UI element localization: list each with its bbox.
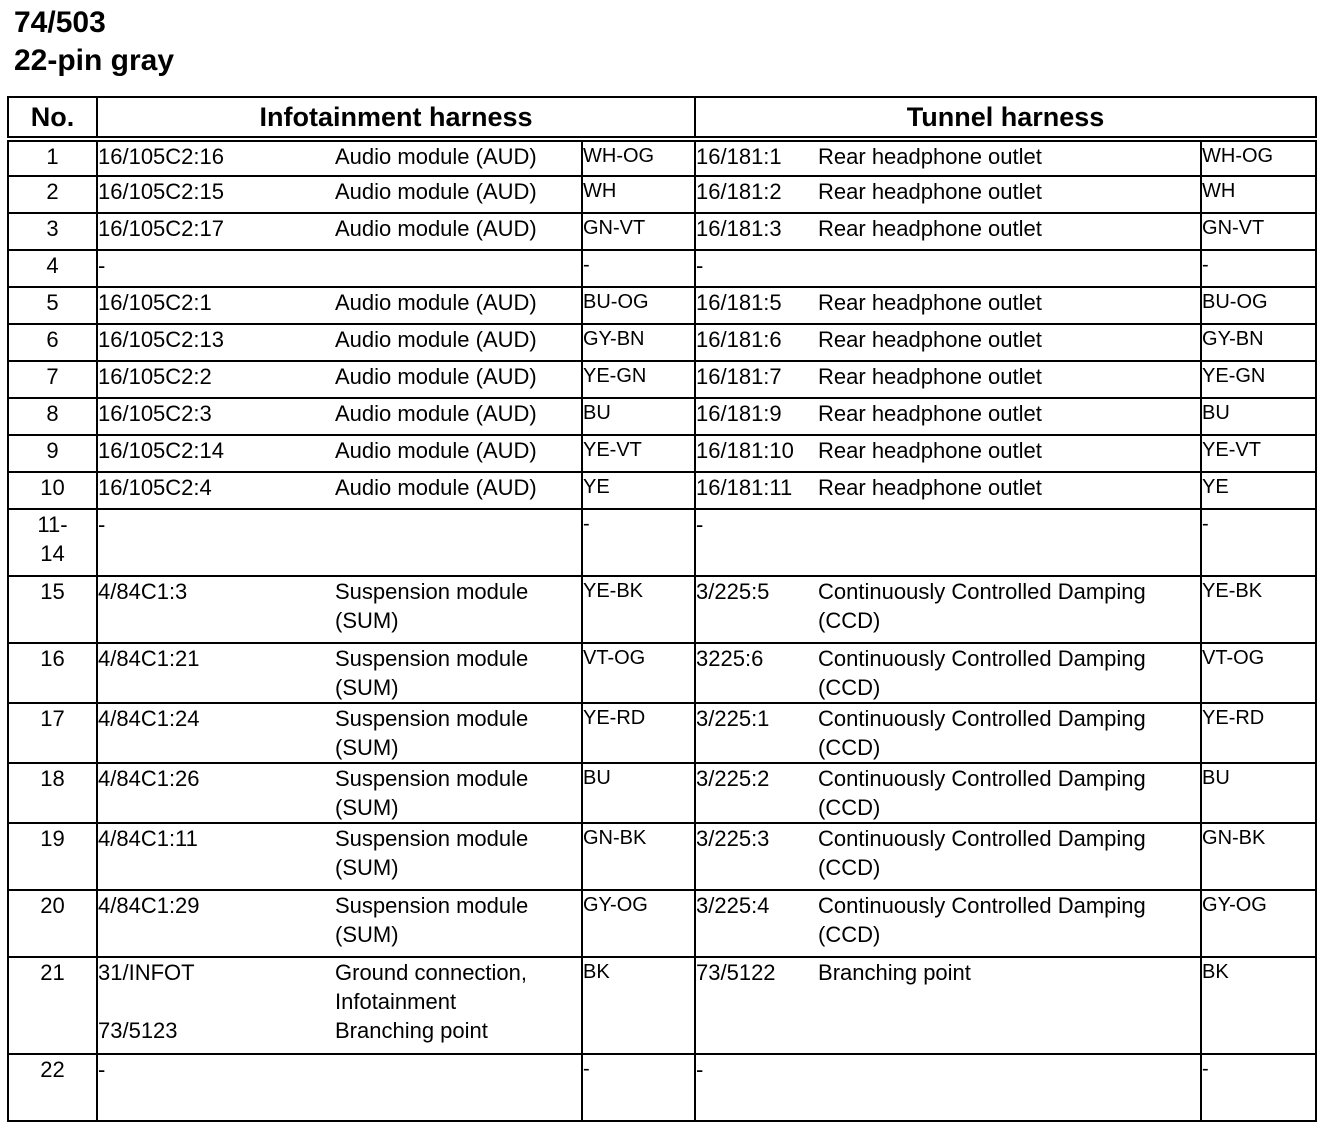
table-row: [8, 957, 1316, 1054]
connector-pin-ref: 16/105C2:3: [98, 401, 212, 426]
pin-number: 8: [8, 398, 97, 435]
tunnel-wire-color: GN-BK: [1201, 823, 1316, 890]
pin-number: 9: [8, 435, 97, 472]
infotainment-connection-line: [98, 1016, 581, 1045]
connector-pin-ref: 16/105C2:2: [98, 364, 212, 389]
tunnel-connection: [695, 890, 1201, 957]
tunnel-connection: [695, 176, 1201, 213]
infotainment-connection-line: [98, 824, 581, 882]
tunnel-connection: [695, 213, 1201, 250]
table-row: [8, 435, 1316, 472]
table-row: [8, 250, 1316, 287]
table-row: [8, 361, 1316, 398]
connector-pin-ref: -: [98, 1057, 106, 1082]
pin-number: 7: [8, 361, 97, 398]
component-description: Suspension module (SUM): [335, 579, 529, 633]
infotainment-connection: [97, 324, 582, 361]
tunnel-connection: [695, 643, 1201, 703]
tunnel-connection-line: [696, 1055, 1200, 1084]
pin-number: 18: [8, 763, 97, 823]
infotainment-connection-line: [98, 251, 581, 280]
component-description: Rear headphone outlet: [818, 438, 1042, 463]
tunnel-connection: [695, 324, 1201, 361]
infotainment-wire-color: BU: [582, 398, 695, 435]
component-description: Audio module (AUD): [335, 364, 537, 389]
component-description: Rear headphone outlet: [818, 327, 1042, 352]
infotainment-connection: [97, 176, 582, 213]
tunnel-connection-line: [696, 958, 1200, 987]
tunnel-connection-line: [696, 436, 1200, 465]
header-tunnel-harness: Tunnel harness: [695, 97, 1316, 139]
connector-pin-ref: 4/84C1:11: [98, 826, 198, 851]
tunnel-wire-color: BU: [1201, 398, 1316, 435]
tunnel-wire-color: YE: [1201, 472, 1316, 509]
infotainment-wire-color: YE-VT: [582, 435, 695, 472]
component-description: Audio module (AUD): [335, 179, 537, 204]
connector-pin-ref: -: [696, 253, 704, 278]
connector-id: 74/503: [14, 6, 106, 39]
infotainment-connection-line: [98, 288, 581, 317]
tunnel-wire-color: WH: [1201, 176, 1316, 213]
connector-pin-ref: 16/181:6: [696, 327, 782, 352]
infotainment-connection: [97, 139, 582, 176]
pin-number: 4: [8, 250, 97, 287]
connector-pin-ref: 3225:6: [696, 646, 764, 671]
tunnel-connection-line: [696, 764, 1200, 822]
component-description: Branching point: [335, 1018, 488, 1043]
infotainment-connection-line: [98, 644, 581, 702]
infotainment-connection: [97, 823, 582, 890]
component-description: Continuously Controlled Damping (CCD): [818, 646, 1146, 700]
tunnel-wire-color: GY-BN: [1201, 324, 1316, 361]
infotainment-wire-color: GY-BN: [582, 324, 695, 361]
connector-pin-ref: 4/84C1:3: [98, 579, 188, 604]
infotainment-connection-line: [98, 325, 581, 354]
connector-pin-ref: 16/181:7: [696, 364, 782, 389]
pin-number: 1: [8, 139, 97, 176]
connector-pin-ref: 3/225:5: [696, 579, 770, 604]
tunnel-wire-color: -: [1201, 509, 1316, 576]
infotainment-wire-color: BK: [582, 957, 695, 1054]
component-description: Audio module (AUD): [335, 216, 537, 241]
infotainment-connection: [97, 361, 582, 398]
pin-number: 2: [8, 176, 97, 213]
table-row: [8, 890, 1316, 957]
tunnel-connection-line: [696, 399, 1200, 428]
pin-number: 20: [8, 890, 97, 957]
infotainment-connection: [97, 890, 582, 957]
connector-pin-ref: 16/181:10: [696, 438, 794, 463]
tunnel-connection: [695, 361, 1201, 398]
tunnel-wire-color: BU-OG: [1201, 287, 1316, 324]
tunnel-wire-color: YE-BK: [1201, 576, 1316, 643]
tunnel-wire-color: -: [1201, 1054, 1316, 1121]
pin-number: 22: [8, 1054, 97, 1121]
connector-pin-ref: 16/105C2:17: [98, 216, 224, 241]
infotainment-connection-line: [98, 764, 581, 822]
table-row: [8, 324, 1316, 361]
component-description: Rear headphone outlet: [818, 401, 1042, 426]
component-description: Suspension module (SUM): [335, 766, 529, 820]
table-row: [8, 643, 1316, 703]
tunnel-wire-color: WH-OG: [1201, 139, 1316, 176]
infotainment-wire-color: YE-GN: [582, 361, 695, 398]
component-description: Rear headphone outlet: [818, 290, 1042, 315]
component-description: Audio module (AUD): [335, 401, 537, 426]
tunnel-connection-line: [696, 325, 1200, 354]
connector-pin-ref: -: [696, 512, 704, 537]
tunnel-connection: [695, 1054, 1201, 1121]
connector-pin-ref: 73/5123: [98, 1018, 178, 1043]
tunnel-connection: [695, 287, 1201, 324]
pin-number: 6: [8, 324, 97, 361]
pin-number: 19: [8, 823, 97, 890]
tunnel-connection-line: [696, 644, 1200, 702]
connector-pin-ref: 16/181:9: [696, 401, 782, 426]
tunnel-connection: [695, 435, 1201, 472]
component-description: Rear headphone outlet: [818, 475, 1042, 500]
tunnel-connection-line: [696, 473, 1200, 502]
component-description: Continuously Controlled Damping (CCD): [818, 579, 1146, 633]
tunnel-connection: [695, 250, 1201, 287]
connector-pin-ref: 16/181:1: [696, 144, 782, 169]
infotainment-connection-line: [98, 436, 581, 465]
connector-pin-ref: 16/181:5: [696, 290, 782, 315]
table-row: [8, 763, 1316, 823]
component-description: Suspension module (SUM): [335, 706, 529, 760]
connector-pin-ref: 16/105C2:4: [98, 475, 212, 500]
table-row: [8, 139, 1316, 176]
component-description: Audio module (AUD): [335, 475, 537, 500]
tunnel-connection-line: [696, 177, 1200, 206]
tunnel-connection: [695, 509, 1201, 576]
infotainment-connection-line: [98, 142, 581, 171]
infotainment-wire-color: -: [582, 250, 695, 287]
tunnel-wire-color: -: [1201, 250, 1316, 287]
component-description: Suspension module (SUM): [335, 646, 529, 700]
table-row: [8, 213, 1316, 250]
table-row: [8, 823, 1316, 890]
infotainment-connection: [97, 1054, 582, 1121]
infotainment-connection: [97, 957, 582, 1054]
infotainment-connection-line: [98, 704, 581, 762]
connector-pin-ref: -: [696, 1057, 704, 1082]
pin-number: 17: [8, 703, 97, 763]
connector-pin-ref: 4/84C1:21: [98, 646, 200, 671]
header-infotainment-harness: Infotainment harness: [97, 97, 695, 139]
component-description: Continuously Controlled Damping (CCD): [818, 706, 1146, 760]
pin-number: 5: [8, 287, 97, 324]
infotainment-wire-color: BU-OG: [582, 287, 695, 324]
connector-pin-ref: 16/181:2: [696, 179, 782, 204]
pin-number: 11- 14: [8, 509, 97, 576]
infotainment-wire-color: WH-OG: [582, 139, 695, 176]
tunnel-wire-color: GY-OG: [1201, 890, 1316, 957]
infotainment-connection-line: [98, 891, 581, 949]
infotainment-connection: [97, 250, 582, 287]
tunnel-connection-line: [696, 142, 1200, 171]
connector-pin-ref: -: [98, 253, 106, 278]
connector-pin-ref: 73/5122: [696, 960, 776, 985]
infotainment-wire-color: GN-VT: [582, 213, 695, 250]
table-row: [8, 1054, 1316, 1121]
pin-number: 16: [8, 643, 97, 703]
tunnel-wire-color: BK: [1201, 957, 1316, 1054]
component-description: Continuously Controlled Damping (CCD): [818, 826, 1146, 880]
infotainment-wire-color: VT-OG: [582, 643, 695, 703]
infotainment-wire-color: GN-BK: [582, 823, 695, 890]
connector-pin-ref: 16/105C2:14: [98, 438, 224, 463]
table-row: [8, 576, 1316, 643]
table-row: [8, 509, 1316, 576]
connector-pin-ref: 3/225:4: [696, 893, 770, 918]
component-description: Audio module (AUD): [335, 327, 537, 352]
infotainment-wire-color: YE-RD: [582, 703, 695, 763]
tunnel-wire-color: VT-OG: [1201, 643, 1316, 703]
connector-pin-ref: 3/225:1: [696, 706, 770, 731]
tunnel-connection: [695, 472, 1201, 509]
tunnel-connection: [695, 957, 1201, 1054]
connector-pin-ref: 16/105C2:1: [98, 290, 212, 315]
infotainment-connection: [97, 213, 582, 250]
component-description: Suspension module (SUM): [335, 893, 529, 947]
infotainment-wire-color: -: [582, 1054, 695, 1121]
infotainment-connection-line: [98, 362, 581, 391]
table-header-row: [8, 97, 1316, 139]
component-description: Rear headphone outlet: [818, 179, 1042, 204]
infotainment-connection: [97, 472, 582, 509]
infotainment-connection: [97, 287, 582, 324]
tunnel-connection: [695, 823, 1201, 890]
pin-assignment-table: [7, 96, 1317, 1122]
tunnel-wire-color: BU: [1201, 763, 1316, 823]
infotainment-wire-color: WH: [582, 176, 695, 213]
tunnel-connection-line: [696, 362, 1200, 391]
infotainment-wire-color: YE-BK: [582, 576, 695, 643]
pin-number: 10: [8, 472, 97, 509]
pin-number: 3: [8, 213, 97, 250]
tunnel-connection: [695, 763, 1201, 823]
component-description: Audio module (AUD): [335, 438, 537, 463]
infotainment-connection: [97, 643, 582, 703]
tunnel-connection: [695, 139, 1201, 176]
component-description: Continuously Controlled Damping (CCD): [818, 893, 1146, 947]
connector-pin-ref: 16/105C2:15: [98, 179, 224, 204]
tunnel-wire-color: GN-VT: [1201, 213, 1316, 250]
tunnel-connection-line: [696, 288, 1200, 317]
infotainment-connection: [97, 703, 582, 763]
connector-pin-ref: -: [98, 512, 106, 537]
infotainment-connection-line: [98, 214, 581, 243]
component-description: Rear headphone outlet: [818, 364, 1042, 389]
tunnel-connection-line: [696, 824, 1200, 882]
component-description: Branching point: [818, 960, 971, 985]
tunnel-wire-color: YE-GN: [1201, 361, 1316, 398]
connector-pin-ref: 31/INFOT: [98, 960, 195, 985]
connector-description: 22-pin gray: [14, 44, 175, 77]
connector-pin-ref: 4/84C1:29: [98, 893, 200, 918]
pin-number: 15: [8, 576, 97, 643]
infotainment-connection: [97, 435, 582, 472]
infotainment-connection-line: [98, 1055, 581, 1084]
table-row: [8, 472, 1316, 509]
infotainment-connection-line: [98, 510, 581, 539]
connector-pin-ref: 16/181:11: [696, 475, 793, 500]
connector-pin-ref: 4/84C1:26: [98, 766, 200, 791]
infotainment-connection-line: [98, 473, 581, 502]
tunnel-connection-line: [696, 704, 1200, 762]
infotainment-connection-line: [98, 958, 581, 1016]
infotainment-wire-color: -: [582, 509, 695, 576]
infotainment-wire-color: GY-OG: [582, 890, 695, 957]
connector-pin-ref: 16/105C2:13: [98, 327, 224, 352]
tunnel-wire-color: YE-VT: [1201, 435, 1316, 472]
infotainment-connection-line: [98, 577, 581, 635]
infotainment-connection: [97, 763, 582, 823]
connector-pin-ref: 16/105C2:16: [98, 144, 224, 169]
tunnel-connection-line: [696, 510, 1200, 539]
tunnel-connection: [695, 703, 1201, 763]
tunnel-connection-line: [696, 214, 1200, 243]
component-description: Suspension module (SUM): [335, 826, 529, 880]
tunnel-connection-line: [696, 251, 1200, 280]
tunnel-connection: [695, 398, 1201, 435]
connector-pin-ref: 16/181:3: [696, 216, 782, 241]
infotainment-connection: [97, 576, 582, 643]
infotainment-wire-color: YE: [582, 472, 695, 509]
component-description: Audio module (AUD): [335, 144, 537, 169]
component-description: Continuously Controlled Damping (CCD): [818, 766, 1146, 820]
connector-pin-ref: 3/225:2: [696, 766, 770, 791]
table-row: [8, 176, 1316, 213]
infotainment-connection: [97, 398, 582, 435]
page-heading: [14, 4, 174, 80]
tunnel-connection-line: [696, 577, 1200, 635]
connector-pin-ref: 4/84C1:24: [98, 706, 200, 731]
infotainment-connection: [97, 509, 582, 576]
infotainment-connection-line: [98, 399, 581, 428]
table-row: [8, 703, 1316, 763]
header-no: No.: [8, 97, 97, 139]
tunnel-connection: [695, 576, 1201, 643]
component-description: Ground connection, Infotainment: [335, 960, 528, 1014]
table-row: [8, 398, 1316, 435]
pin-number: 21: [8, 957, 97, 1054]
component-description: Audio module (AUD): [335, 290, 537, 315]
infotainment-connection-line: [98, 177, 581, 206]
component-description: Rear headphone outlet: [818, 144, 1042, 169]
table-row: [8, 287, 1316, 324]
tunnel-wire-color: YE-RD: [1201, 703, 1316, 763]
tunnel-connection-line: [696, 891, 1200, 949]
connector-pin-ref: 3/225:3: [696, 826, 770, 851]
component-description: Rear headphone outlet: [818, 216, 1042, 241]
infotainment-wire-color: BU: [582, 763, 695, 823]
